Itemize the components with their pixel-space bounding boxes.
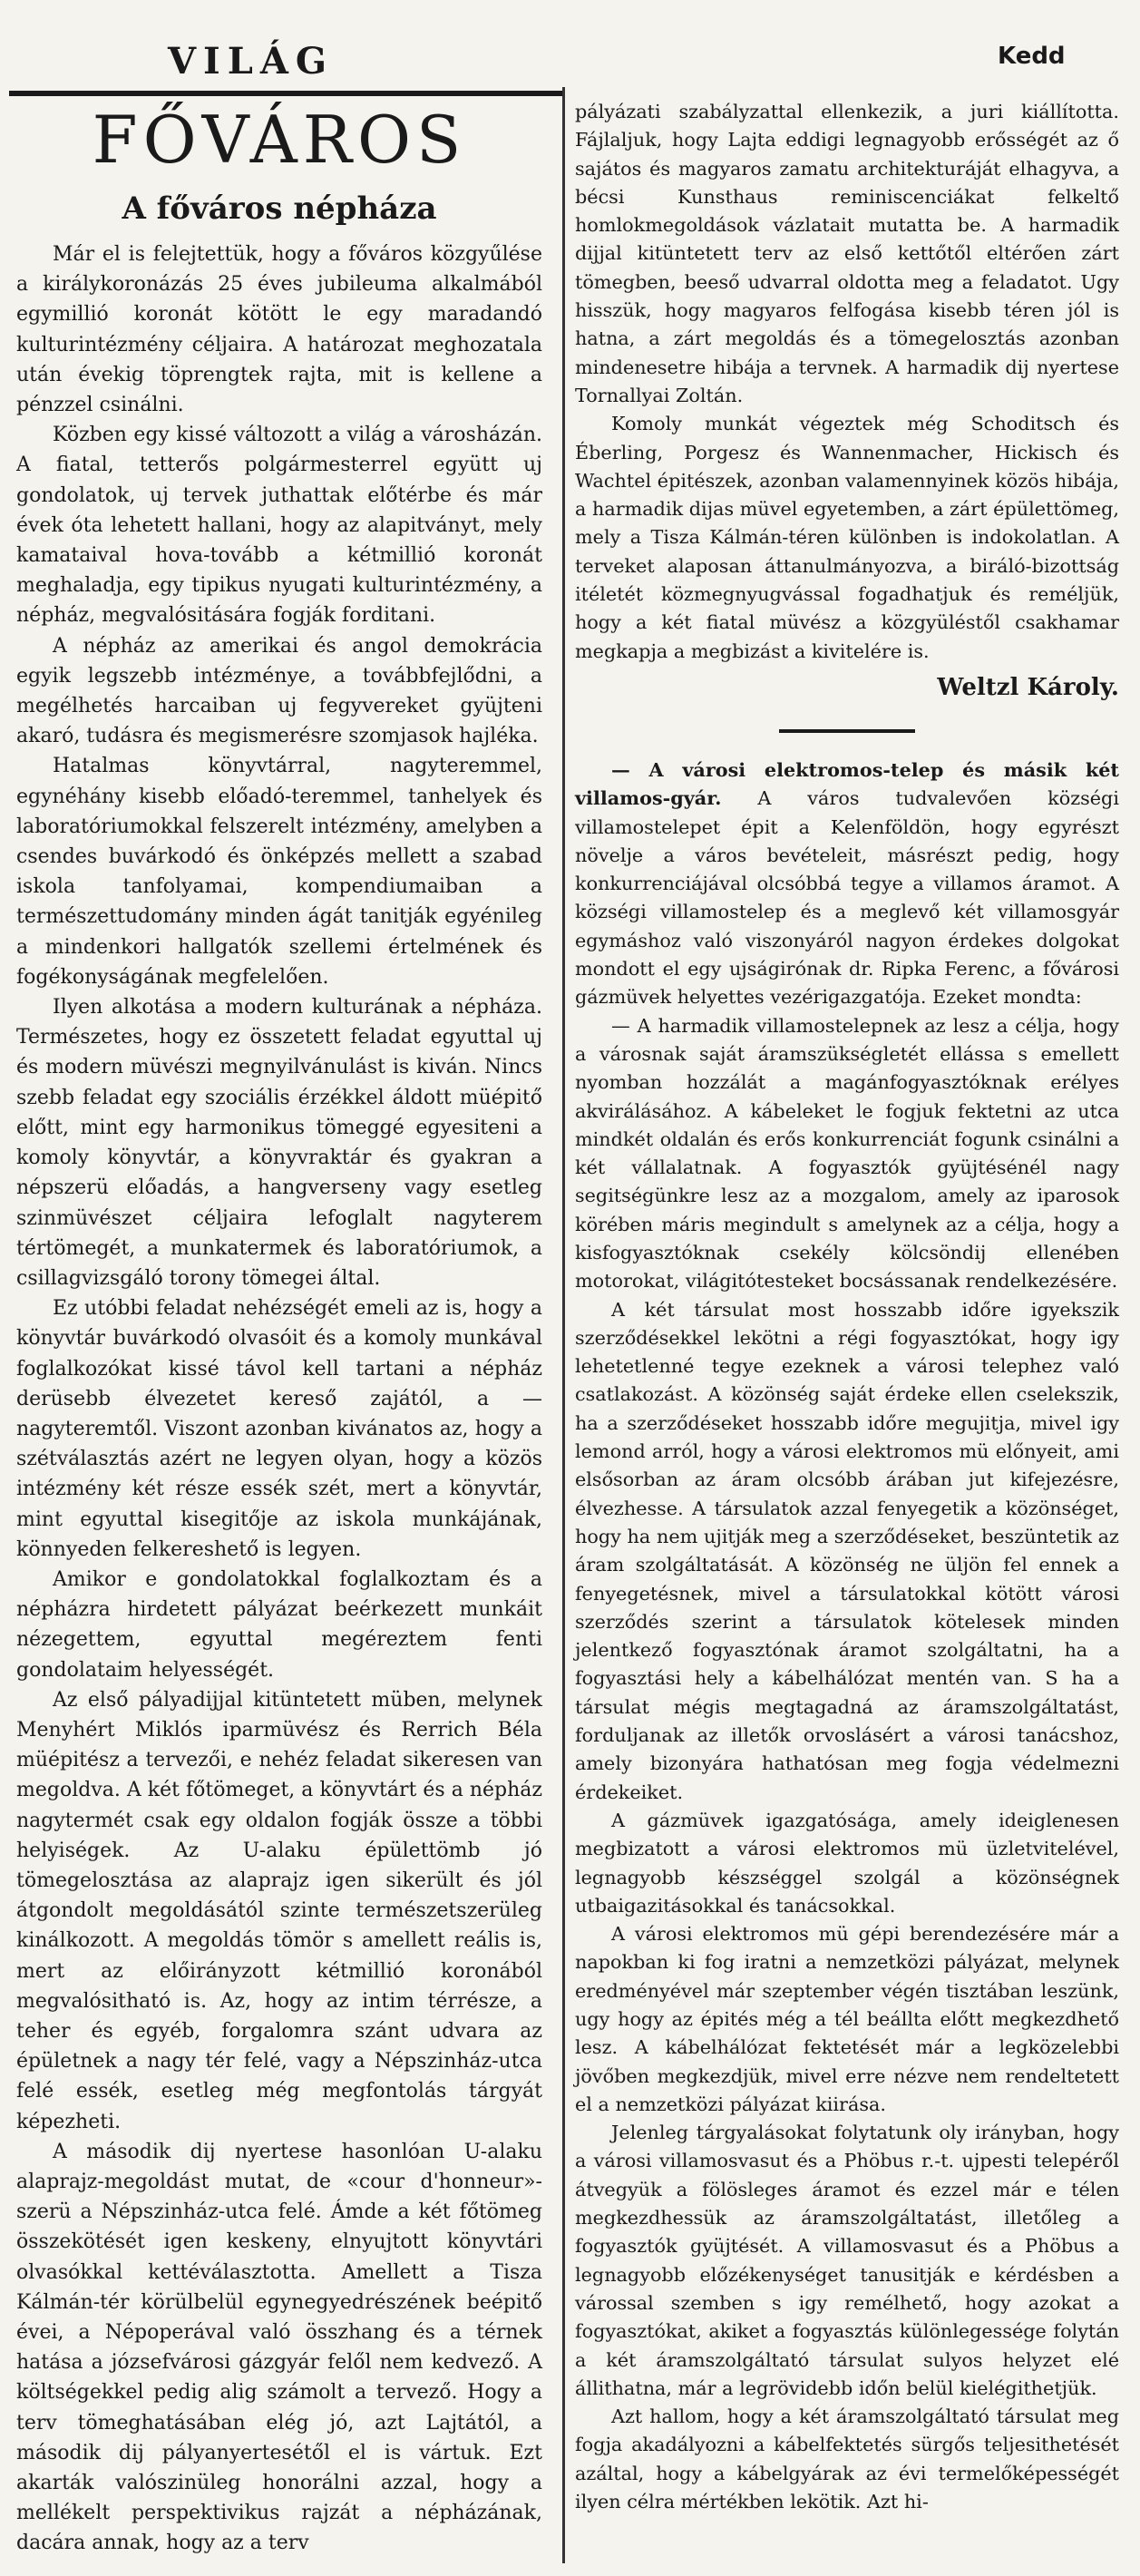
article-paragraph: Az első pályadijjal kitüntetett müben, melynek Menyhért Miklós iparmüvész és Rerrich Béla müépitész a tervezői, e nehéz feladat sikeresen van megoldva. A két főtömeget, a könyvtárt és a népház nagytermét csak egy oldalon fogják össze a többi helyiségek. Az U-alaku épülettömb jó tömegelosztása az alaprajz igen sikerült és jól átgondolt megoldásától szinte természetszerüleg kinálkozott. A megoldás tömör s amellett reális is, mert az előirányzott kétmillió koronából megvalósitható is. Az, hogy az intim térrésze, a teher és egyéb, forgalomra szánt udvara az épületnek a nagy tér felé, vagy a Népszinház-utca felé essék, esetleg még megfontolás tárgyát képezheti. (16, 1688, 542, 2133)
column-divider (562, 87, 565, 2563)
article-paragraph: Amikor e gondolatokkal foglalkoztam és a népházra hirdetett pályázat beérkezett munkáit nézegettem, egyuttal megéreztem fenti gondolataim helyességét. (16, 1567, 542, 1682)
article-paragraph: Hatalmas könyvtárral, nagyteremmel, egynéhány kisebb előadó-teremmel, tanhelyek és laboratóriumokkal felszerelt intézmény, amelyben a csendes buvárkodó és önképzés mellett a szabad iskola tanfolyamai, kompendiumaiban a természettudomány minden ágát tanitják egyénileg a mindenkori hallgatók szellemi értelmének és fogékonyságának megfelelően. (16, 755, 542, 989)
article-paragraph: Közben egy kissé változott a világ a városházán. A fiatal, tetterős polgármesterrel együtt uj gondolatok, uj tervek juthattak előtérbe és már évek óta lehetett hallani, hogy az alapitványt, mely kamataival hova-tovább a kétmillió koronát meghaladja, egy tipikus nyugati kulturintézmény, a népház, megvalósitására fogják forditani. (16, 424, 542, 628)
news-item-paragraph: Azt hallom, hogy a két áramszolgáltató társulat meg fogja akadályozni a kábelfektetés sürgős teljesithetését azáltal, hogy a kábelgyárak az évi termelőképességét ilyen célra mértékben lekötik. Azt hi- (575, 2405, 1119, 2513)
news-item-paragraph: — A harmadik villamostelepnek az lesz a célja, hogy a városnak saját áramszükségletét ellássa s emellett nyomban hozzálát a magánfogyasztóknak erélyes akvirálásához. A kábeleket le fogjuk fektetni az utca mindkét oldalán és erős konkurrenciát fogunk csinálni a két vállalatnak. A fogyasztók gyüjtésénél nagy segitségünkre lesz az a mozgalom, amely az iparosok körében máris megindult s amelynek az a célja, hogy a kisfogyasztóknak csekély kölcsöndij ellenében motorokat, világitótesteket bocsássanak rendelkezésére. (575, 1014, 1119, 1293)
article-divider (779, 729, 915, 733)
left-column (16, 100, 542, 2559)
news-item-paragraph: A városi elektromos mü gépi berendezésére már a napokban ki fog iratni a nemzetközi pályázat, melynek eredményével már szeptember végén tisztában leszünk, ugy hogy az épités még a tél beállta előtt megkezdhető lesz. A kábelhálózat fektetését már a legközelebbi jövőben megkezdjük, mivel erre nézve nem rendeltetett el a nemzetközi pályázat kiirása. (575, 1923, 1119, 2115)
article-paragraph-continued: pályázati szabályzattal ellenkezik, a juri kiállította. Fájlaljuk, hogy Lajta eddigi legnagyobb erősségét az ő sajátos és magyaros zamatu architekturáját elhagyva, a bécsi Kunsthaus reminiscenciákat felkeltő homlokmegoldások vázlatait mutatta be. A harmadik dijjal kitüntetett terv az első kettőtől eltérően zárt tömegben, beeső udvarral oldotta meg a feladatot. Ugy hisszük, hogy magyaros felfogása kisebb téren jól is hatna, a zárt megoldás és a tömegelosztás azonban mindenesetre hibája a tervnek. A harmadik dij nyertese Tornallyai Zoltán. (575, 101, 1119, 406)
article-byline: Weltzl Károly. (937, 673, 1119, 701)
issue-day: Kedd (998, 43, 1066, 70)
newspaper-title: VILÁG (168, 40, 335, 83)
news-item-text: A város tudvalevően községi villamostelepet épit a Kelenföldön, hogy egyrészt növelje a város bevételeit, másrészt pedig, hogy konkurrenciájával olcsóbbá tegye a villamos áramot. A községi villamostelep és a meglevő két villamosgyár egymáshoz való viszonyáról nagyon érdekes dolgokat mondott el egy ujságirónak dr. Ripka Ferenc, a fővárosi gázmüvek helyettes vezérigazgatója. Ezeket mondta: (575, 787, 1119, 1009)
article-paragraph: A második dij nyertese hasonlóan U-alaku alaprajz-megoldást mutat, de «cour d'honneur»-szerü a Népszinház-utca felé. Ámde a két főtömeg összekötését igen keskeny, elnyujtott könyvtári olvasókkal kettéválasztotta. Amellett a Tisza Kálmán-tér körülbelül egynegyedrészének beépitő évei, a Népoperával való összhang és a térnek hatása a józsefvárosi gázgyár felől nem kedvező. A költségekkel pedig alig számolt a tervező. Hogy a terv tömeghatásában elég jó, azt Lajtától, a második dij pályanyertesétől el is vártuk. Ezt akarták valószinüleg honorálni azzal, hogy a mellékelt perspektivikus rajzát a népházának, dacára annak, hogy az a terv (16, 2140, 542, 2555)
right-column (575, 98, 1119, 2516)
article-paragraph: Ez utóbbi feladat nehézségét emeli az is, hogy a könyvtár buvárkodó olvasóit és a komoly munkával foglalkozókat kissé távol kell tartani a népház derüsebb élvezetet kereső zajától, a — nagyteremtől. Viszont azonban kivánatos az, hogy a szétválasztás azért ne legyen olyan, hogy a közös intézmény két része essék szét, mert a könyvtár, mint egyuttal kisegitője az iskola munkájának, könnyeden felkereshető is legyen. (16, 1297, 542, 1561)
article-title: A főváros népháza (122, 190, 437, 227)
header-rule (9, 91, 562, 96)
news-item-paragraph: A két társulat most hosszabb időre igyekszik szerződésekkel lekötni a régi fogyasztókat, hogy igy lehetetlenné tegye ezeknek a városi telephez való csatlakozást. A közönség saját érdeke ellen cselekszik, ha a szerződéseket hosszabb időre megujitja, mivel igy lemond arról, hogy a városi elektromos mü előnyeit, ami elsősorban az áram olcsóbb árában jut kifejezésre, élvezhesse. A társulatok azzal fenyegetik a közönséget, hogy ha nem ujitják meg a szerződéseket, beszüntetik az áram szolgáltatását. A közönség ne üljön fel ennek a fenyegetésnek, mivel a társulatokkal kötött városi szerződés szerint a társulatok kötelesek minden jelentkező fogyasztónak áramot szolgáltatni, ha a fogyasztási hely a kábelhálózat mentén van. S ha a társulat mégis megtagadná az áramszolgáltatást, forduljanak az illetők orvoslásért a városi tanácshoz, amely bizonyára hathatósan meg fogja védelmezni érdekeiket. (575, 1298, 1119, 1803)
news-item-paragraph (575, 756, 1119, 1012)
article-paragraph: Ilyen alkotása a modern kulturának a népháza. Természetes, hogy ez összetett feladat egyuttal uj és modern müvészi megnyilvánulást is kiván. Nincs szebb feladat egy szociális érzékkel áldott müépitő előtt, mint egy harmonikus tömeggé egyesiteni a komoly könyvtár, a könyvraktár és gyakran a népszerü előadás, a hangverseny vagy esetleg szinmüvészet céljaira lefoglalt nagyterem tértömegét, a munkatermek és laboratóriumok, a csillagvizsgáló torony tömegei által. (16, 996, 542, 1290)
section-title: FŐVÁROS (92, 102, 467, 178)
article-paragraph-continued: Komoly munkát végeztek még Schoditsch és Éberling, Porgesz és Wannenmacher, Hickisch és Wachtel épitészek, azonban valamennyinek közös hibája, a harmadik dijas müvel egyetemben, a zárt épülettömeg, mely a Tisza Kálmán-téren különben is indokolatlan. A terveket alaposan áttanulmányozva, a biráló-bizottság itéletét közmegnyugvással fogadhatjuk és reméljük, hogy a két fiatal müvész a közgyüléstől csakhamar megkapja a megbizást a kivitelére is. (575, 413, 1119, 662)
masthead (0, 0, 1140, 83)
news-item-lede: — A városi elektromos-telep és másik két villamos-gyár. (575, 758, 1119, 810)
news-item-paragraph: A gázmüvek igazgatósága, amely ideiglenesen megbizatott a városi elektromos mü üzletvitelével, legnagyobb készséggel szolgál a közönségnek utbaigazitásokkal és tanácsokkal. (575, 1809, 1119, 1917)
article-paragraph: A népház az amerikai és angol demokrácia egyik legszebb intézménye, a továbbfejlődni, a megélhetés harcaiban uj fegyvereket gyüjteni akaró, tudásra és megismerésre szomjasok hajléka. (16, 634, 542, 748)
article-paragraph: Már el is felejtettük, hogy a főváros közgyűlése a királykoronázás 25 éves jubileuma alkalmából egymillió koronát kötött le egy maradandó kulturintézmény céljaira. A határozat meghozatala után évekig töprengtek rajta, mit is kellene a pénzzel csinálni. (16, 243, 542, 417)
news-item-paragraph: Jelenleg tárgyalásokat folytatunk oly irányban, hogy a városi villamosvasut és a Phöbus r.-t. ujpesti telepéről átvegyük a fölösleges áramot és ezzel már e télen megkezdhessük az áramszolgáltatást, illetőleg a fogyasztók gyüjtését. A villamosvasut és a Phöbus a legnagyobb előzékenységet tanusitják e kérdésben a várossal szemben s igy remélhető, hogy azokat a fogyasztókat, akiket a fogyasztás különlegessége folytán a két áramszolgáltató társulat sulyos helyzet elé állithatna, már a legrövidebb időn belül kielégithetjük. (575, 2122, 1119, 2399)
